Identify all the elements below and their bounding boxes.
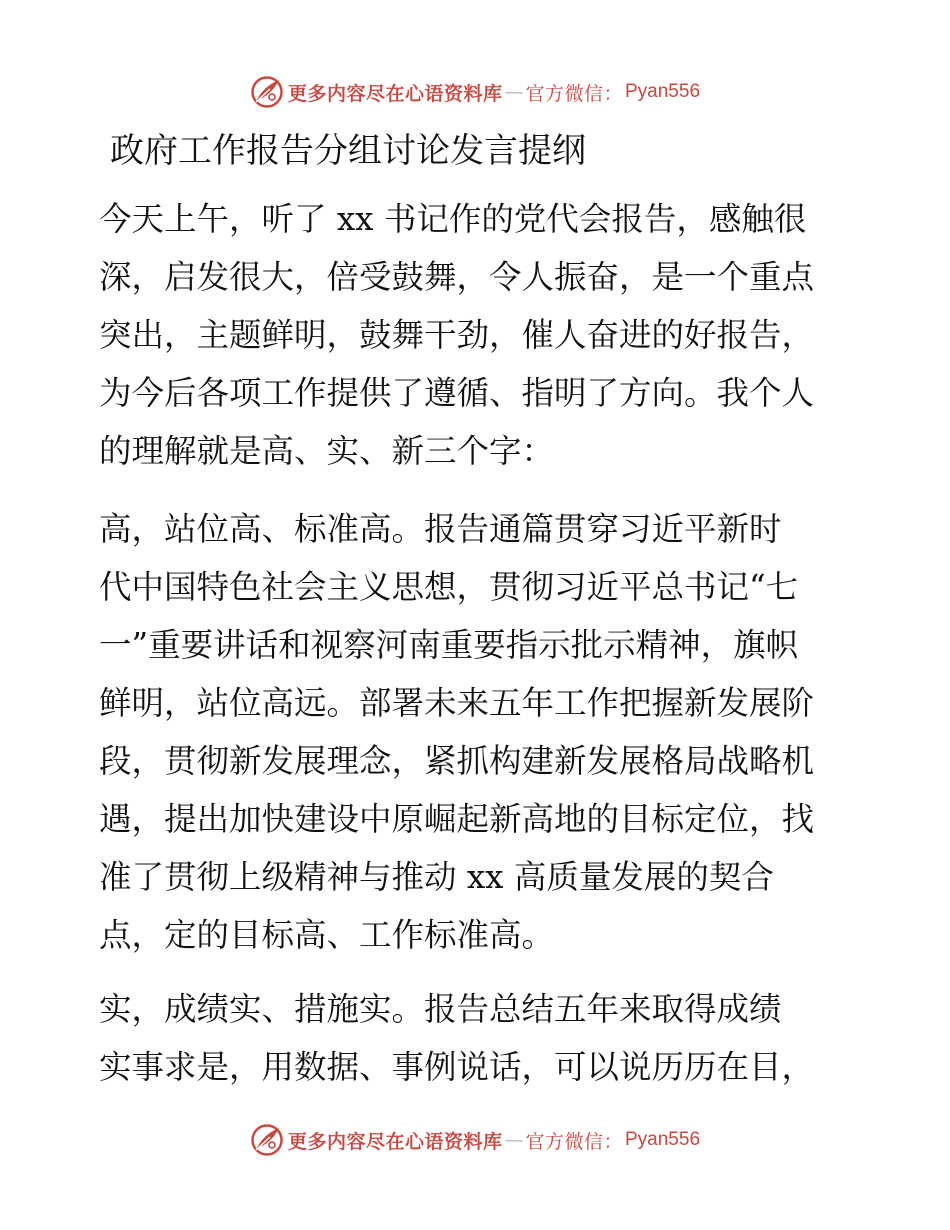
text-line: 今天上午，听了 xx 书记作的党代会报告，感触很 <box>99 200 807 238</box>
text-line: 遇，提出加快建设中原崛起新高地的目标定位，找 <box>99 800 815 838</box>
text-line: 为今后各项工作提供了遵循、指明了方向。我个人 <box>99 374 815 412</box>
text-line: 一”重要讲话和视察河南重要指示批示精神，旗帜 <box>99 626 799 664</box>
watermark-main-text: 更多内容尽在心语资料库 <box>287 82 503 105</box>
text-line: 高，站位高、标准高。报告通篇贯穿习近平新时 <box>99 510 782 548</box>
watermark-separator: — <box>504 81 524 103</box>
text-line: 代中国特色社会主义思想，贯彻习近平总书记“七 <box>99 568 799 606</box>
watermark-separator: — <box>504 1129 524 1151</box>
watermark-wechat-id: Pyan556 <box>625 81 701 102</box>
watermark-wechat-id: Pyan556 <box>625 1129 701 1150</box>
watermark-wechat-label: 官方微信： <box>525 1130 623 1153</box>
footer-watermark-banner <box>0 1120 950 1160</box>
text-line: 实事求是，用数据、事例说话，可以说历历在目， <box>99 1048 815 1086</box>
feather-logo-icon <box>250 1123 284 1157</box>
watermark-wechat-label: 官方微信： <box>525 82 623 105</box>
text-line: 的理解就是高、实、新三个字： <box>99 432 555 470</box>
header-watermark-banner <box>0 72 950 112</box>
document-title: 政府工作报告分组讨论发言提纲 <box>110 131 586 171</box>
text-line: 准了贯彻上级精神与推动 xx 高质量发展的契合 <box>99 858 774 896</box>
paragraph-high <box>99 500 859 964</box>
paragraph-solid <box>99 980 859 1096</box>
text-line: 鲜明，站位高远。部署未来五年工作把握新发展阶 <box>99 684 815 722</box>
text-line: 实，成绩实、措施实。报告总结五年来取得成绩 <box>99 990 782 1028</box>
paragraph-intro <box>99 190 859 480</box>
text-line: 深，启发很大，倍受鼓舞，令人振奋，是一个重点 <box>99 258 815 296</box>
text-line: 点，定的目标高、工作标准高。 <box>99 916 555 954</box>
text-line: 突出，主题鲜明，鼓舞干劲，催人奋进的好报告， <box>99 316 815 354</box>
text-line: 段，贯彻新发展理念，紧抓构建新发展格局战略机 <box>99 742 815 780</box>
watermark-main-text: 更多内容尽在心语资料库 <box>287 1130 503 1153</box>
feather-logo-icon <box>250 75 284 109</box>
